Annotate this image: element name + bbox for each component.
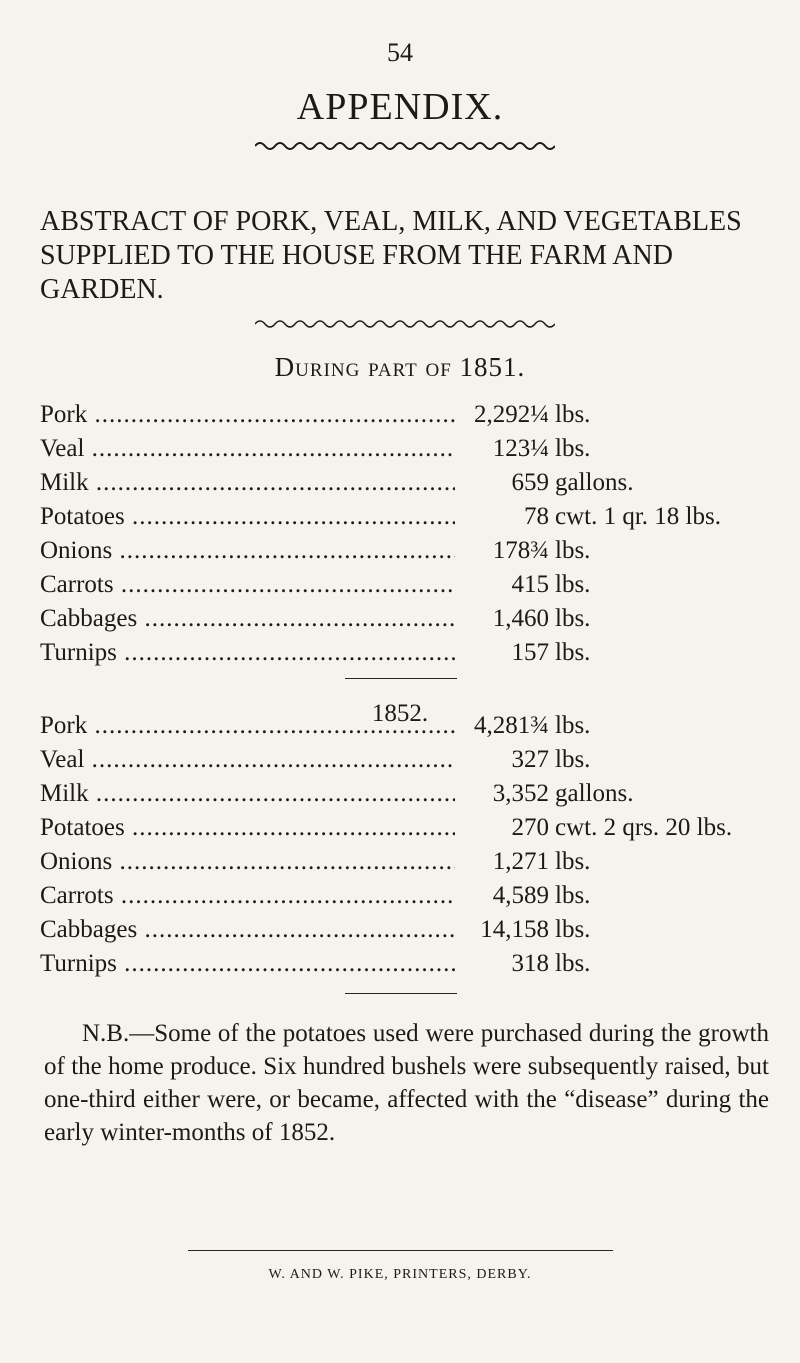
divider-rule — [345, 678, 457, 679]
row-qty: 2,292¼ — [455, 401, 549, 429]
page-number: 54 — [387, 38, 413, 67]
row-name: Potatoes ..... — [40, 814, 460, 842]
divider-rule — [345, 993, 457, 994]
row-qty: 327 — [455, 746, 549, 774]
printer-imprint: W. AND W. PIKE, PRINTERS, DERBY. — [268, 1267, 532, 1282]
wavy-rule-top — [255, 140, 555, 152]
row-qty: 14,158 — [455, 916, 549, 944]
row-unit: lbs. — [555, 746, 591, 773]
row-unit: lbs. — [555, 712, 591, 739]
row-unit: gallons. — [555, 780, 634, 807]
row-unit: lbs. — [555, 882, 591, 909]
row-qty: 270 — [455, 814, 549, 842]
row-name: Turnips ..... — [40, 639, 460, 667]
row-name: Turnips ..... — [40, 950, 460, 978]
row-unit: lbs. — [555, 571, 591, 598]
row-name: Cabbages ..... — [40, 605, 460, 633]
footer-rule — [188, 1250, 613, 1251]
row-unit: lbs. — [555, 639, 591, 666]
row-qty: 123¼ — [455, 435, 549, 463]
wavy-rule-middle — [255, 318, 555, 330]
row-name: Cabbages ..... — [40, 916, 460, 944]
row-unit: lbs. — [555, 435, 591, 462]
row-qty: 178¾ — [455, 537, 549, 565]
row-unit: lbs. — [555, 537, 591, 564]
row-name: Pork ..... — [40, 401, 460, 429]
row-qty: 318 — [455, 950, 549, 978]
row-qty: 4,281¾ — [455, 712, 549, 740]
row-name: Carrots ..... — [40, 571, 460, 599]
row-unit: lbs. — [555, 848, 591, 875]
row-qty: 4,589 — [455, 882, 549, 910]
row-name: Onions ..... — [40, 537, 460, 565]
row-unit: lbs. — [555, 916, 591, 943]
row-name: Milk ..... — [40, 469, 460, 497]
year-heading-1852: 1852. — [371, 700, 429, 727]
row-unit: gallons. — [555, 469, 634, 496]
row-name: Potatoes ..... — [40, 503, 460, 531]
row-name: Pork ..... — [40, 712, 460, 740]
row-name: Veal ..... — [40, 435, 460, 463]
row-unit: lbs. — [555, 401, 591, 428]
row-unit: lbs. — [555, 605, 591, 632]
row-qty: 1,271 — [455, 848, 549, 876]
document-heading: ABSTRACT OF PORK, VEAL, MILK, AND VEGETABLES SUPPLIED TO THE HOUSE FROM THE FARM AND GARDEN. — [40, 206, 742, 305]
row-qty: 3,352 — [455, 780, 549, 808]
footnote-paragraph: N.B.—Some of the potatoes used were purchased during the growth of the home produce. Six hundred bushels were subsequently raised, but one-third either were, or became, affected with the “disease” during the early winter-months of 1852. — [44, 1020, 769, 1146]
row-name: Carrots ..... — [40, 882, 460, 910]
section-subheading-1851: During part of 1851. — [274, 352, 526, 382]
row-unit: cwt. 1 qr. 18 lbs. — [555, 503, 721, 530]
row-name: Veal ..... — [40, 746, 460, 774]
row-qty: 157 — [455, 639, 549, 667]
row-qty: 1,460 — [455, 605, 549, 633]
row-unit: lbs. — [555, 950, 591, 977]
row-qty: 415 — [455, 571, 549, 599]
row-name: Milk ..... — [40, 780, 460, 808]
appendix-title: APPENDIX. — [296, 86, 504, 128]
row-unit: cwt. 2 qrs. 20 lbs. — [555, 814, 733, 841]
row-qty: 78 — [455, 503, 549, 531]
row-qty: 659 — [455, 469, 549, 497]
row-name: Onions ..... — [40, 848, 460, 876]
